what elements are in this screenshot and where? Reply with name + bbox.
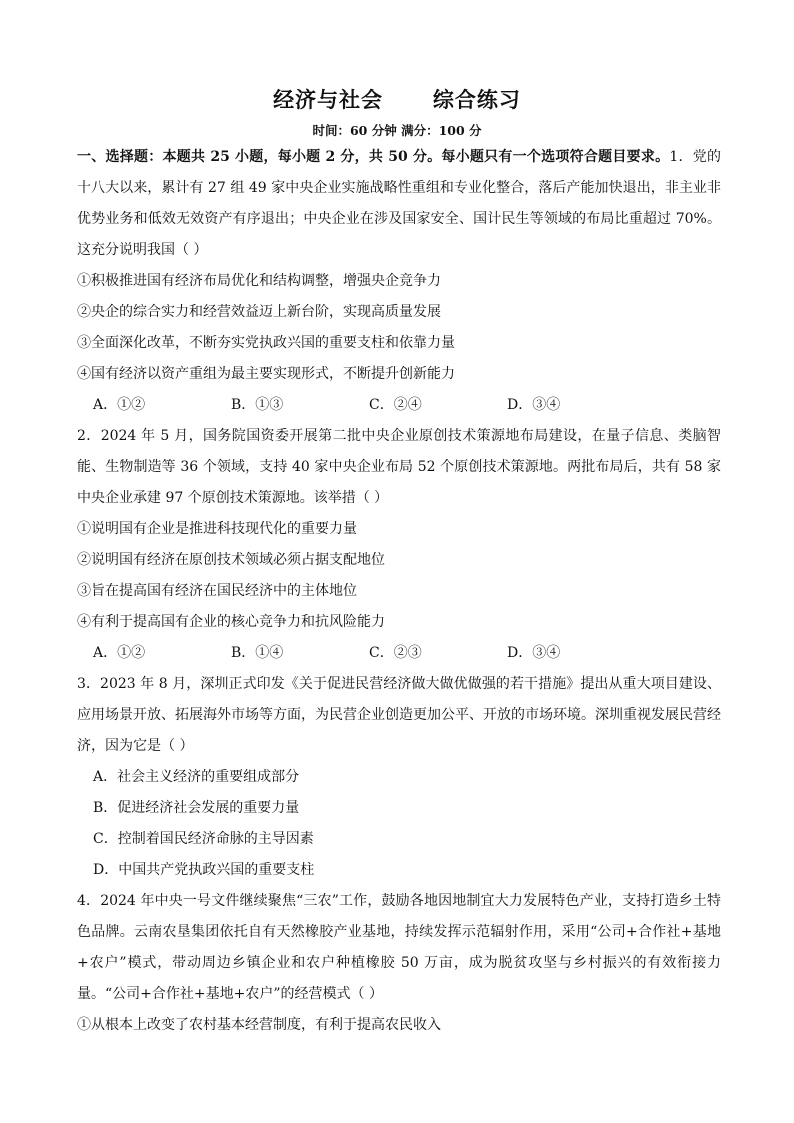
q2-answer-choices xyxy=(77,638,721,669)
q2-option-4: ④有利于提高国有企业的核心竞争力和抗风险能力 xyxy=(77,614,385,630)
q3-choice-b: B．促进经济社会发展的重要力量 xyxy=(93,800,300,816)
q2-answer-b: B．①④ xyxy=(231,645,284,661)
question-1 xyxy=(77,142,721,266)
exam-info: 时间：60 分钟 满分：100 分 xyxy=(312,123,482,138)
q1-option-3: ③全面深化改革，不断夯实党执政兴国的重要支柱和依靠力量 xyxy=(77,335,455,351)
q2-option-2: ②说明国有经济在原创技术领域必须占据支配地位 xyxy=(77,552,385,568)
q4-option-1: ①从根本上改变了农村基本经营制度，有利于提高农民收入 xyxy=(77,1017,441,1033)
question-1-stem: 1．党的十八大以来，累计有 27 组 49 家中央企业实施战略性重组和专业化整合，落后产能加快退出，非主业非优势业务和低效无效资产有序退出；中央企业在涉及国家安全、国计民生等领域的布局比重超过 70%。这充分说明我国（ ） xyxy=(77,149,721,258)
q1-answer-d: D．③④ xyxy=(507,397,561,413)
q3-choice-d: D．中国共产党执政兴国的重要支柱 xyxy=(93,862,315,878)
question-2-stem: 2．2024 年 5 月，国务院国资委开展第二批中央企业原创技术策源地布局建设，在量子信息、类脑智能、生物制造等 36 个领域，支持 40 家中央企业布局 52 个原创技术策源地。两批布局后，共有 58 家中央企业承建 97 个原创技术策源地。该举措（ ） xyxy=(77,428,721,506)
q2-option-1: ①说明国有企业是推进科技现代化的重要力量 xyxy=(77,521,357,537)
q1-option-1: ①积极推进国有经济布局优化和结构调整，增强央企竞争力 xyxy=(77,273,441,289)
q1-option-2: ②央企的综合实力和经营效益迈上新台阶，实现高质量发展 xyxy=(77,304,441,320)
q1-answer-a: A．①② xyxy=(93,397,146,413)
question-4-stem: 4．2024 年中央一号文件继续聚焦“三农”工作，鼓励各地因地制宜大力发展特色产业，支持打造乡土特色品牌。云南农垦集团依托自有天然橡胶产业基地，持续发挥示范辐射作用，采用“公司+合作社+基地+农户”模式，带动周边乡镇企业和农户种植橡胶 50 万亩，成为脱贫攻坚与乡村振兴的有效衔接力量。“公司+合作社+基地+农户”的经营模式（ ） xyxy=(77,893,721,1002)
q3-choice-c: C．控制着国民经济命脉的主导因素 xyxy=(93,831,314,847)
page-title: 经济与社会 综合练习 xyxy=(273,87,521,112)
q2-option-3: ③旨在提高国有经济在国民经济中的主体地位 xyxy=(77,583,357,599)
q1-answer-b: B．①③ xyxy=(231,397,284,413)
q2-answer-a: A．①② xyxy=(93,645,146,661)
q3-choice-a: A．社会主义经济的重要组成部分 xyxy=(93,769,300,785)
q1-answer-choices xyxy=(77,390,721,421)
q1-option-4: ④国有经济以资产重组为最主要实现形式，不断提升创新能力 xyxy=(77,366,455,382)
q2-answer-d: D．③④ xyxy=(507,645,561,661)
question-3-stem: 3．2023 年 8 月，深圳正式印发《关于促进民营经济做大做优做强的若干措施》提出从重大项目建设、应用场景开放、拓展海外市场等方面，为民营企业创造更加公平、开放的市场环境。深圳重视发展民营经济，因为它是（ ） xyxy=(77,676,721,754)
section-heading: 一、选择题：本题共 25 小题，每小题 2 分，共 50 分。每小题只有一个选项符合题目要求。 xyxy=(77,149,670,165)
exam-content xyxy=(77,142,721,1041)
q2-answer-c: C．②③ xyxy=(369,645,422,661)
q1-answer-c: C．②④ xyxy=(369,397,422,413)
